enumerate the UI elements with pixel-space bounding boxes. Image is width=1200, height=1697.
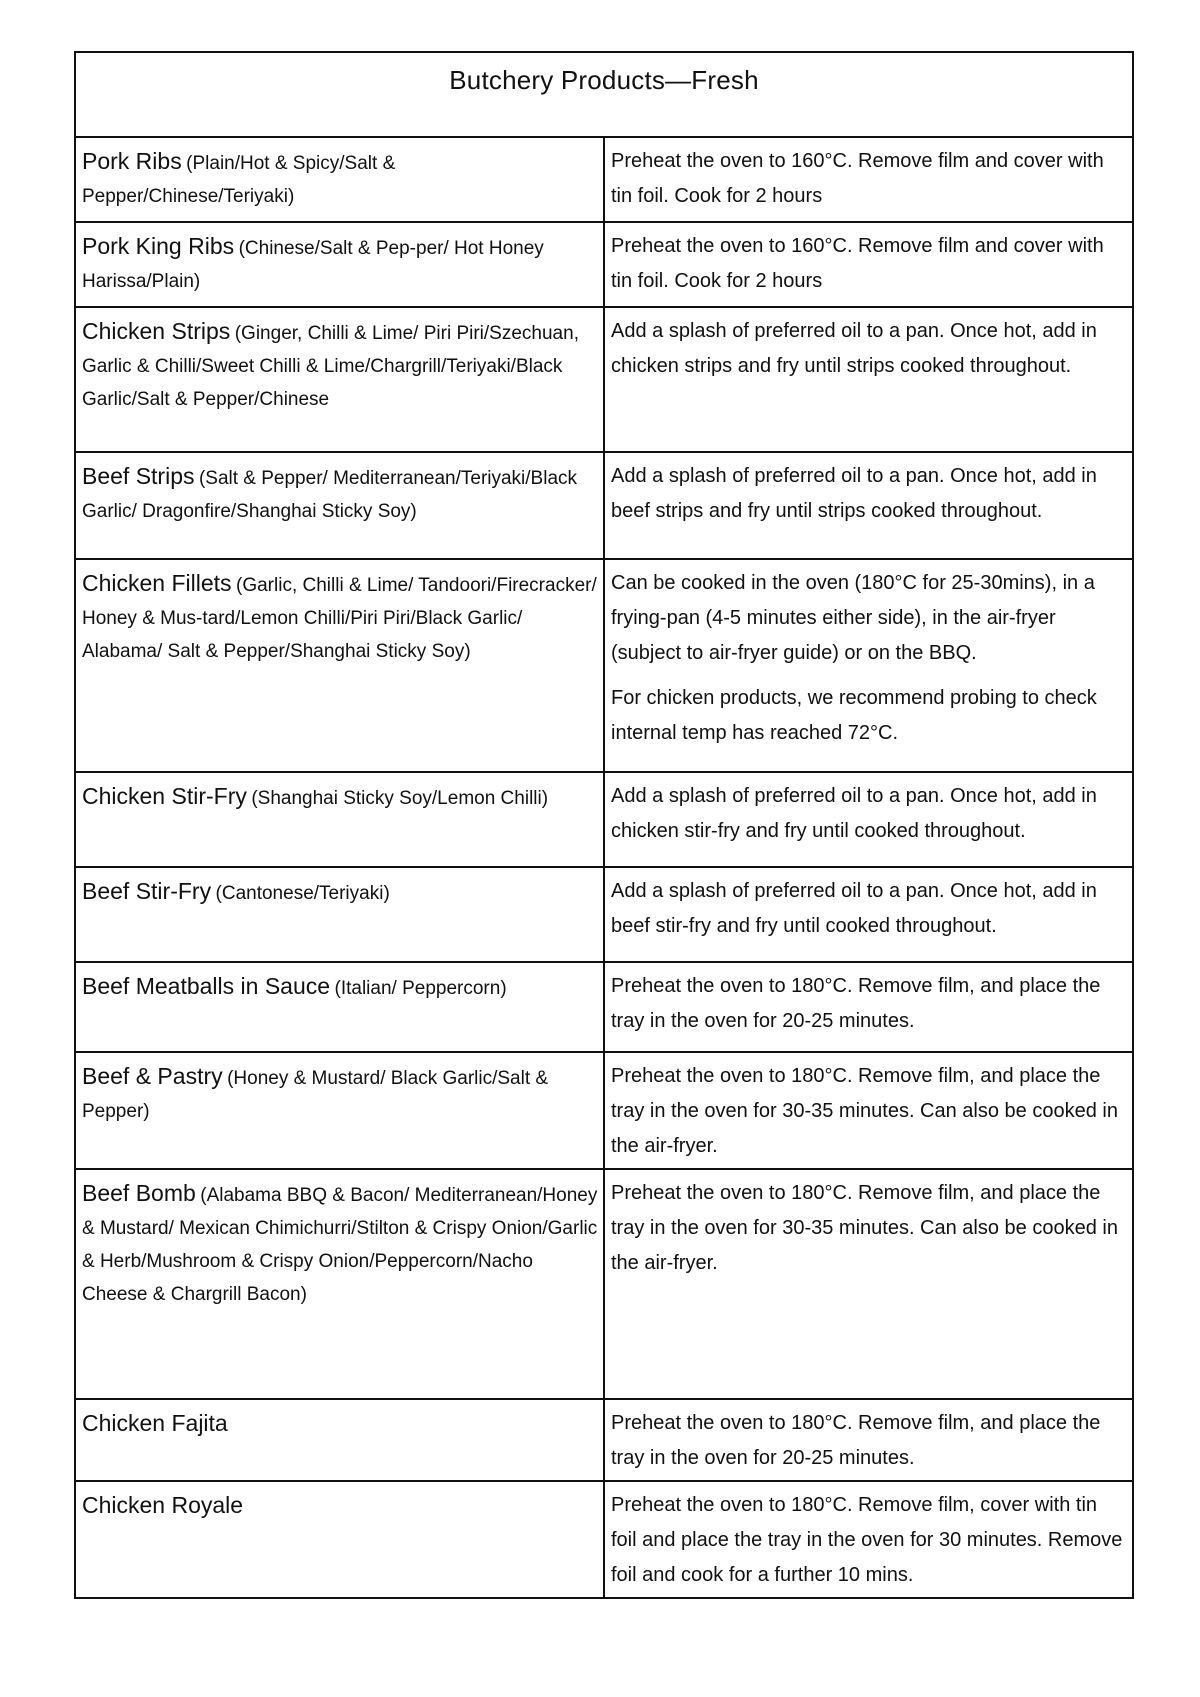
cooking-instruction: For chicken products, we recommend probing to check internal temp has reached 72°C. xyxy=(611,687,1097,744)
title-row xyxy=(75,52,1133,137)
product-variants: (Salt & Pepper/ Mediterranean/Teriyaki/Black Garlic/ Dragonfire/Shanghai Sticky Soy) xyxy=(82,468,578,522)
product-name: Beef Strips xyxy=(82,463,195,489)
cooking-instruction: Can be cooked in the oven (180°C for 25-30mins), in a frying-pan (4-5 minutes either side), in the air-fryer (subject to air-fryer guide) or on the BBQ. xyxy=(611,572,1095,664)
product-name-cell xyxy=(75,137,604,222)
table-row xyxy=(75,1399,1133,1481)
cooking-instruction: Preheat the oven to 180°C. Remove film, cover with tin foil and place the tray in the oven for 30 minutes. Remove foil and cook for a further 10 mins. xyxy=(611,1494,1123,1586)
product-name-cell xyxy=(75,772,604,867)
cooking-instructions-cell xyxy=(604,307,1133,452)
product-variants: (Alabama BBQ & Bacon/ Mediterranean/Honey & Mustard/ Mexican Chimichurri/Stilton & Crispy Onion/Garlic & Herb/Mushroom & Crispy Onion/Peppercorn/Nacho Cheese & Chargrill Bacon) xyxy=(82,1185,598,1305)
product-name-cell xyxy=(75,1169,604,1399)
products-table xyxy=(74,51,1134,1599)
product-name: Pork Ribs xyxy=(82,148,182,174)
product-name-cell xyxy=(75,867,604,962)
page-title: Butchery Products—Fresh xyxy=(449,65,759,95)
cooking-instructions-cell xyxy=(604,1169,1133,1399)
product-name-cell xyxy=(75,1399,604,1481)
product-name-cell xyxy=(75,1481,604,1598)
table-row xyxy=(75,222,1133,307)
table-row xyxy=(75,772,1133,867)
product-name: Beef Bomb xyxy=(82,1180,196,1206)
cooking-instruction: Add a splash of preferred oil to a pan. Once hot, add in chicken stir-fry and fry until cooked throughout. xyxy=(611,785,1097,842)
table-row xyxy=(75,559,1133,772)
table-row xyxy=(75,452,1133,559)
cooking-instruction: Preheat the oven to 180°C. Remove film, and place the tray in the oven for 20-25 minutes. xyxy=(611,975,1101,1032)
table-row xyxy=(75,962,1133,1052)
product-rows xyxy=(75,137,1133,1598)
cooking-instruction: Preheat the oven to 180°C. Remove film, and place the tray in the oven for 30-35 minutes. Can also be cooked in the air-fryer. xyxy=(611,1065,1118,1157)
cooking-instruction: Add a splash of preferred oil to a pan. Once hot, add in beef stir-fry and fry until cooked throughout. xyxy=(611,880,1097,937)
product-sheet xyxy=(74,51,1134,1599)
product-name-cell xyxy=(75,452,604,559)
cooking-instructions-cell xyxy=(604,1481,1133,1598)
cooking-instructions-cell xyxy=(604,867,1133,962)
product-name: Chicken Royale xyxy=(82,1492,244,1518)
cooking-instructions-cell xyxy=(604,222,1133,307)
product-variants: (Shanghai Sticky Soy/Lemon Chilli) xyxy=(251,788,549,809)
product-name-cell xyxy=(75,222,604,307)
product-name: Chicken Fillets xyxy=(82,570,232,596)
cooking-instruction: Add a splash of preferred oil to a pan. Once hot, add in chicken strips and fry until strips cooked throughout. xyxy=(611,320,1097,377)
product-name: Beef Meatballs in Sauce xyxy=(82,973,331,999)
product-name: Chicken Strips xyxy=(82,318,231,344)
cooking-instruction: Preheat the oven to 160°C. Remove film and cover with tin foil. Cook for 2 hours xyxy=(611,150,1104,207)
table-row xyxy=(75,1052,1133,1169)
product-name-cell xyxy=(75,962,604,1052)
cooking-instruction: Preheat the oven to 180°C. Remove film, and place the tray in the oven for 30-35 minutes. Can also be cooked in the air-fryer. xyxy=(611,1182,1118,1274)
product-name: Chicken Stir-Fry xyxy=(82,783,247,809)
product-variants: (Italian/ Peppercorn) xyxy=(334,978,507,999)
cooking-instruction: Preheat the oven to 180°C. Remove film, and place the tray in the oven for 20-25 minutes. xyxy=(611,1412,1101,1469)
table-row xyxy=(75,307,1133,452)
product-name-cell xyxy=(75,307,604,452)
product-variants: (Cantonese/Teriyaki) xyxy=(215,883,390,904)
cooking-instructions-cell xyxy=(604,452,1133,559)
table-row xyxy=(75,137,1133,222)
cooking-instructions-cell xyxy=(604,559,1133,772)
product-name-cell xyxy=(75,559,604,772)
product-name: Pork King Ribs xyxy=(82,233,235,259)
cooking-instructions-cell xyxy=(604,1399,1133,1481)
product-name: Beef & Pastry xyxy=(82,1063,223,1089)
cooking-instruction: Add a splash of preferred oil to a pan. Once hot, add in beef strips and fry until strips cooked throughout. xyxy=(611,465,1097,522)
product-name-cell xyxy=(75,1052,604,1169)
table-row xyxy=(75,867,1133,962)
cooking-instruction: Preheat the oven to 160°C. Remove film and cover with tin foil. Cook for 2 hours xyxy=(611,235,1104,292)
product-variants: (Garlic, Chilli & Lime/ Tandoori/Firecracker/ Honey & Mus-tard/Lemon Chilli/Piri Piri/Black Garlic/ Alabama/ Salt & Pepper/Shanghai Sticky Soy) xyxy=(82,575,597,662)
cooking-instructions-cell xyxy=(604,1052,1133,1169)
cooking-instructions-cell xyxy=(604,962,1133,1052)
product-variants: (Chinese/Salt & Pep-per/ Hot Honey Harissa/Plain) xyxy=(82,238,544,292)
title-cell xyxy=(75,52,1133,137)
product-variants: (Plain/Hot & Spicy/Salt & Pepper/Chinese/Teriyaki) xyxy=(82,153,396,207)
cooking-instructions-cell xyxy=(604,772,1133,867)
product-variants: (Ginger, Chilli & Lime/ Piri Piri/Szechuan, Garlic & Chilli/Sweet Chilli & Lime/Chargrill/Teriyaki/Black Garlic/Salt & Pepper/Chinese xyxy=(82,323,579,410)
product-name: Chicken Fajita xyxy=(82,1410,228,1436)
product-name: Beef Stir-Fry xyxy=(82,878,212,904)
cooking-instructions-cell xyxy=(604,137,1133,222)
table-row xyxy=(75,1481,1133,1598)
product-variants: (Honey & Mustard/ Black Garlic/Salt & Pepper) xyxy=(82,1068,549,1122)
table-row xyxy=(75,1169,1133,1399)
